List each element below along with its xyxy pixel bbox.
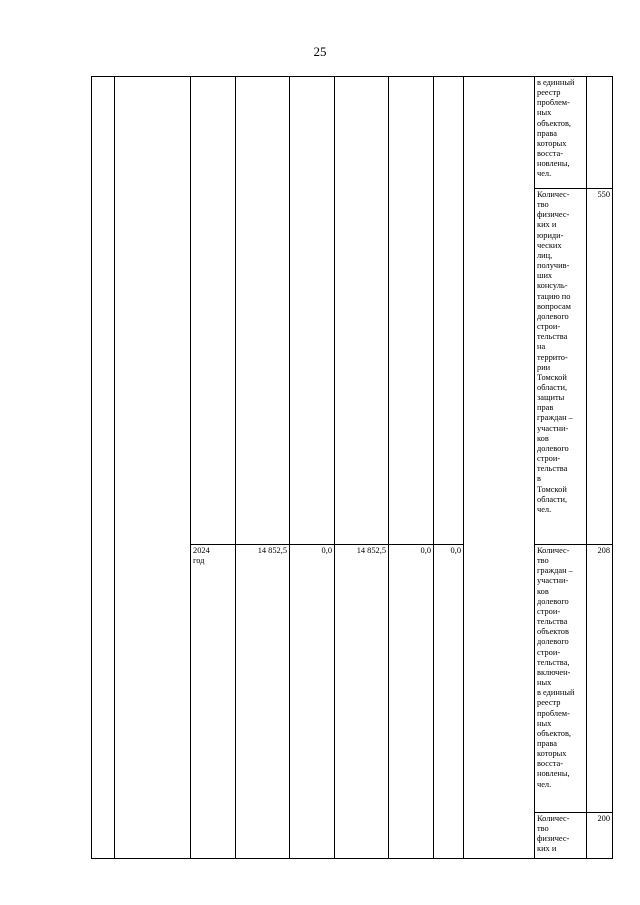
value-cell: 550	[587, 189, 613, 545]
value-cell: 200	[587, 813, 613, 859]
regional-cell: 14 852,5	[335, 545, 389, 859]
budget-table	[91, 76, 613, 859]
indicator-cell: в единный реестр проблем- ных объектов, права которых восста- новлены, чел.	[535, 77, 587, 189]
table-row	[92, 77, 613, 189]
federal-cell: 0,0	[290, 545, 335, 859]
col-spacer-cell	[464, 77, 535, 859]
indicator-cell: Количес- тво физичес- ких и	[535, 813, 587, 859]
col-federal-cell	[290, 77, 335, 545]
col-local-cell	[389, 77, 434, 545]
col-number-cell	[92, 77, 115, 859]
col-total-cell	[236, 77, 290, 545]
other-cell: 0,0	[434, 545, 464, 859]
indicator-cell: Количес- тво граждан – участни- ков долевого строи- тельства объектов долевого строи- тельства, включен- ных в единный реестр проблем- ных объектов, права которых восста- новлены, чел.	[535, 545, 587, 813]
col-name-cell	[115, 77, 191, 859]
col-other-cell	[434, 77, 464, 545]
year-cell: 2024 год	[191, 545, 236, 859]
col-regional-cell	[335, 77, 389, 545]
indicator-cell: Количес- тво физичес- ких и юриди- ческих лиц, получив- ших консуль- тацию по вопросам долевого строи- тельства на террито- рии Томской области, защиты прав граждан – участни- ков долевого строи- тельства в Томской области, чел.	[535, 189, 587, 545]
col-year-cell	[191, 77, 236, 545]
page-number: 25	[313, 44, 327, 59]
total-cell: 14 852,5	[236, 545, 290, 859]
value-cell: 208	[587, 545, 613, 813]
value-cell	[587, 77, 613, 189]
local-cell: 0,0	[389, 545, 434, 859]
